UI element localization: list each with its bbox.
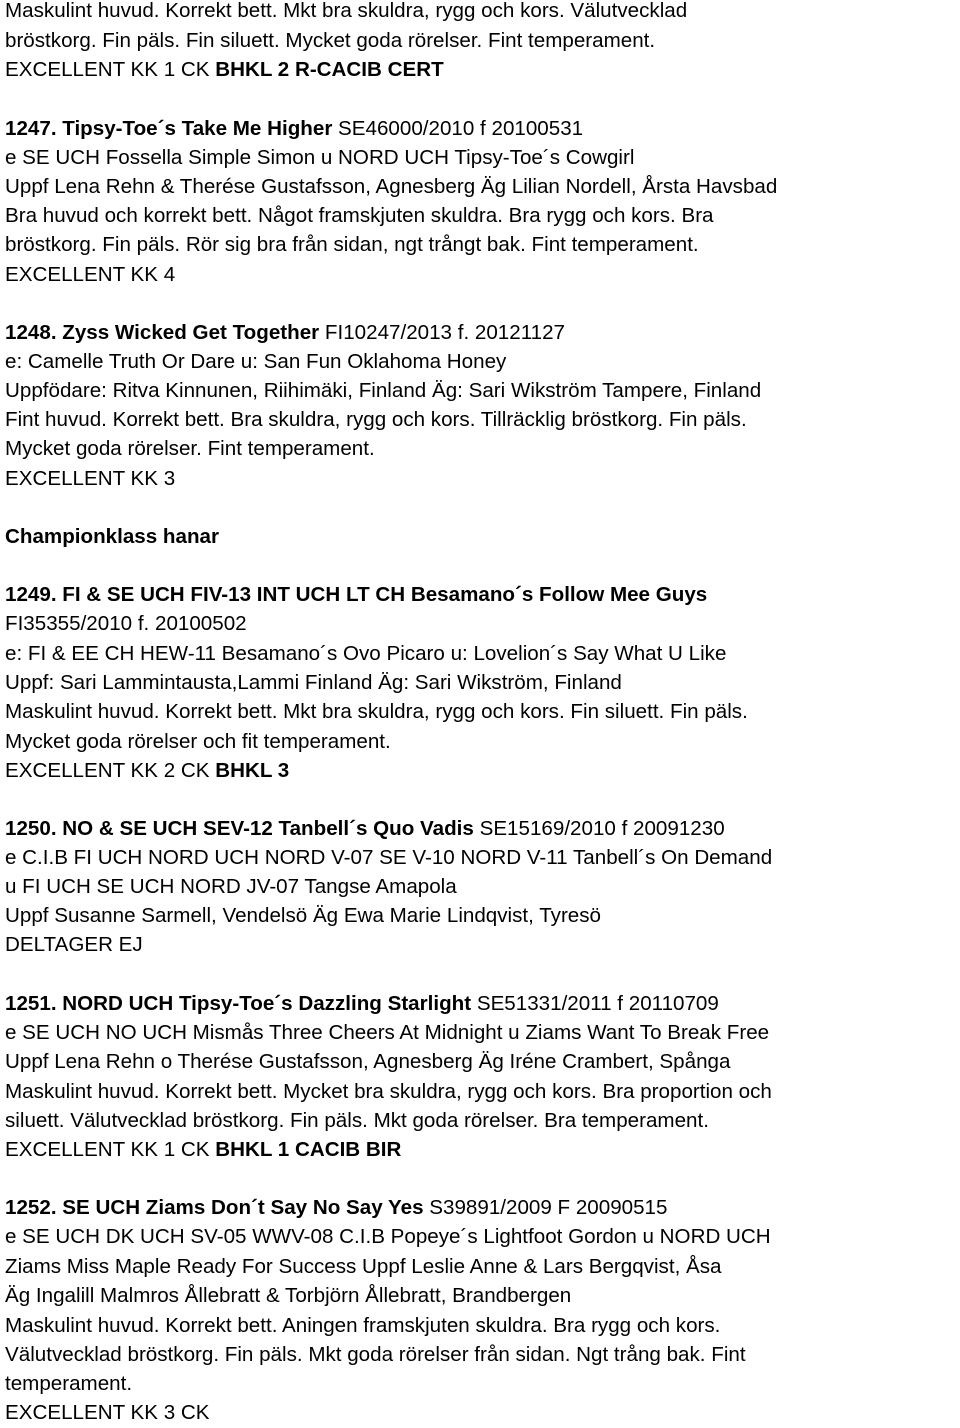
entry-1249-reg: FI35355/2010 f. 20100502 <box>5 612 247 635</box>
entry-1248-title <box>5 318 565 348</box>
entry-1251-name: 1251. NORD UCH Tipsy-Toe´s Dazzling Starlight <box>5 992 472 1015</box>
intro-desc-line-1: Maskulint huvud. Korrekt bett. Mkt bra skuldra, rygg och kors. Välutvecklad <box>5 0 688 22</box>
entry-1252-owner: Äg Ingalill Malmros Ållebratt & Torbjörn Ållebratt, Brandbergen <box>5 1284 572 1307</box>
intro-result <box>5 55 444 85</box>
entry-1251-parents: e SE UCH NO UCH Mismås Three Cheers At Midnight u Ziams Want To Break Free <box>5 1021 770 1044</box>
entry-1252-parents-line-1: e SE UCH DK UCH SV-05 WWV-08 C.I.B Popeye´s Lightfoot Gordon u NORD UCH <box>5 1225 771 1248</box>
entry-1250-breeder: Uppf Susanne Sarmell, Vendelsö Äg Ewa Marie Lindqvist, Tyresö <box>5 904 602 927</box>
entry-1247-parents: e SE UCH Fossella Simple Simon u NORD UCH Tipsy-Toe´s Cowgirl <box>5 146 635 169</box>
entry-1252-parents-line-2: Ziams Miss Maple Ready For Success Uppf Leslie Anne & Lars Bergqvist, Åsa <box>5 1255 722 1278</box>
entry-1251-desc-line-1: Maskulint huvud. Korrekt bett. Mycket bra skuldra, rygg och kors. Bra proportion och <box>5 1080 772 1103</box>
entry-1248-breeder: Uppfödare: Ritva Kinnunen, Riihimäki, Finland Äg: Sari Wikström Tampere, Finland <box>5 379 762 402</box>
entry-1250-result: DELTAGER EJ <box>5 933 143 956</box>
entry-1250-reg: SE15169/2010 f 20091230 <box>473 817 725 840</box>
entry-1251-result-bold: BHKL 1 CACIB BIR <box>215 1138 402 1161</box>
entry-1251-breeder: Uppf Lena Rehn o Therése Gustafsson, Agnesberg Äg Iréne Crambert, Spånga <box>5 1050 731 1073</box>
entry-1248-result: EXCELLENT KK 3 <box>5 467 176 490</box>
section-heading: Championklass hanar <box>5 525 220 548</box>
entry-1249-desc-line-2: Mycket goda rörelser och fit temperament. <box>5 730 391 753</box>
entry-1247-name: 1247. Tipsy-Toe´s Take Me Higher <box>5 117 333 140</box>
entry-1251-result <box>5 1135 401 1165</box>
entry-1252-result: EXCELLENT KK 3 CK <box>5 1401 210 1424</box>
entry-1249-parents: e: FI & EE CH HEW-11 Besamano´s Ovo Picaro u: Lovelion´s Say What U Like <box>5 642 727 665</box>
entry-1251-title <box>5 989 719 1019</box>
entry-1247-desc-line-2: bröstkorg. Fin päls. Rör sig bra från sidan, ngt trångt bak. Fint temperament. <box>5 233 699 256</box>
entry-1248-desc-line-2: Mycket goda rörelser. Fint temperament. <box>5 437 375 460</box>
intro-desc-line-2: bröstkorg. Fin päls. Fin siluett. Mycket goda rörelser. Fint temperament. <box>5 29 656 52</box>
entry-1250-name: 1250. NO & SE UCH SEV-12 Tanbell´s Quo Vadis <box>5 817 474 840</box>
entry-1250-parents-line-1: e C.I.B FI UCH NORD UCH NORD V-07 SE V-10 NORD V-11 Tanbell´s On Demand <box>5 846 773 869</box>
entry-1251-result-plain: EXCELLENT KK 1 CK <box>5 1138 216 1161</box>
entry-1249-result <box>5 756 289 786</box>
entry-1249-breeder: Uppf: Sari Lammintausta,Lammi Finland Äg: Sari Wikström, Finland <box>5 671 622 694</box>
entry-1252-desc-line-2: Välutvecklad bröstkorg. Fin päls. Mkt goda rörelser från sidan. Ngt trång bak. Fint <box>5 1343 746 1366</box>
entry-1247-reg: SE46000/2010 f 20100531 <box>332 117 584 140</box>
entry-1252-name: 1252. SE UCH Ziams Don´t Say No Say Yes <box>5 1196 424 1219</box>
entry-1250-title <box>5 814 725 844</box>
entry-1251-reg: SE51331/2011 f 20110709 <box>471 992 719 1015</box>
entry-1249-result-plain: EXCELLENT KK 2 CK <box>5 759 216 782</box>
entry-1248-name: 1248. Zyss Wicked Get Together <box>5 321 320 344</box>
entry-1249-result-bold: BHKL 3 <box>215 759 290 782</box>
entry-1247-desc-line-1: Bra huvud och korrekt bett. Något framskjuten skuldra. Bra rygg och kors. Bra <box>5 204 714 227</box>
entry-1252-title <box>5 1193 667 1223</box>
intro-result-plain: EXCELLENT KK 1 CK <box>5 58 216 81</box>
entry-1248-reg: FI10247/2013 f. 20121127 <box>319 321 565 344</box>
entry-1252-desc-line-1: Maskulint huvud. Korrekt bett. Aningen framskjuten skuldra. Bra rygg och kors. <box>5 1314 721 1337</box>
entry-1248-desc-line-1: Fint huvud. Korrekt bett. Bra skuldra, rygg och kors. Tillräcklig bröstkorg. Fin päls. <box>5 408 747 431</box>
entry-1249-name: 1249. FI & SE UCH FIV-13 INT UCH LT CH Besamano´s Follow Mee Guys <box>5 583 708 606</box>
entry-1250-parents-line-2: u FI UCH SE UCH NORD JV-07 Tangse Amapola <box>5 875 457 898</box>
entry-1247-breeder: Uppf Lena Rehn & Therése Gustafsson, Agnesberg Äg Lilian Nordell, Årsta Havsbad <box>5 175 778 198</box>
entry-1252-desc-line-3: temperament. <box>5 1372 133 1395</box>
entry-1248-parents: e: Camelle Truth Or Dare u: San Fun Oklahoma Honey <box>5 350 507 373</box>
intro-result-bold: BHKL 2 R-CACIB CERT <box>215 58 444 81</box>
entry-1247-result: EXCELLENT KK 4 <box>5 263 176 286</box>
entry-1249-desc-line-1: Maskulint huvud. Korrekt bett. Mkt bra skuldra, rygg och kors. Fin siluett. Fin päls. <box>5 700 748 723</box>
entry-1251-desc-line-2: siluett. Välutvecklad bröstkorg. Fin päls. Mkt goda rörelser. Bra temperament. <box>5 1109 709 1132</box>
entry-1247-title <box>5 114 583 144</box>
entry-1252-reg: S39891/2009 F 20090515 <box>423 1196 668 1219</box>
